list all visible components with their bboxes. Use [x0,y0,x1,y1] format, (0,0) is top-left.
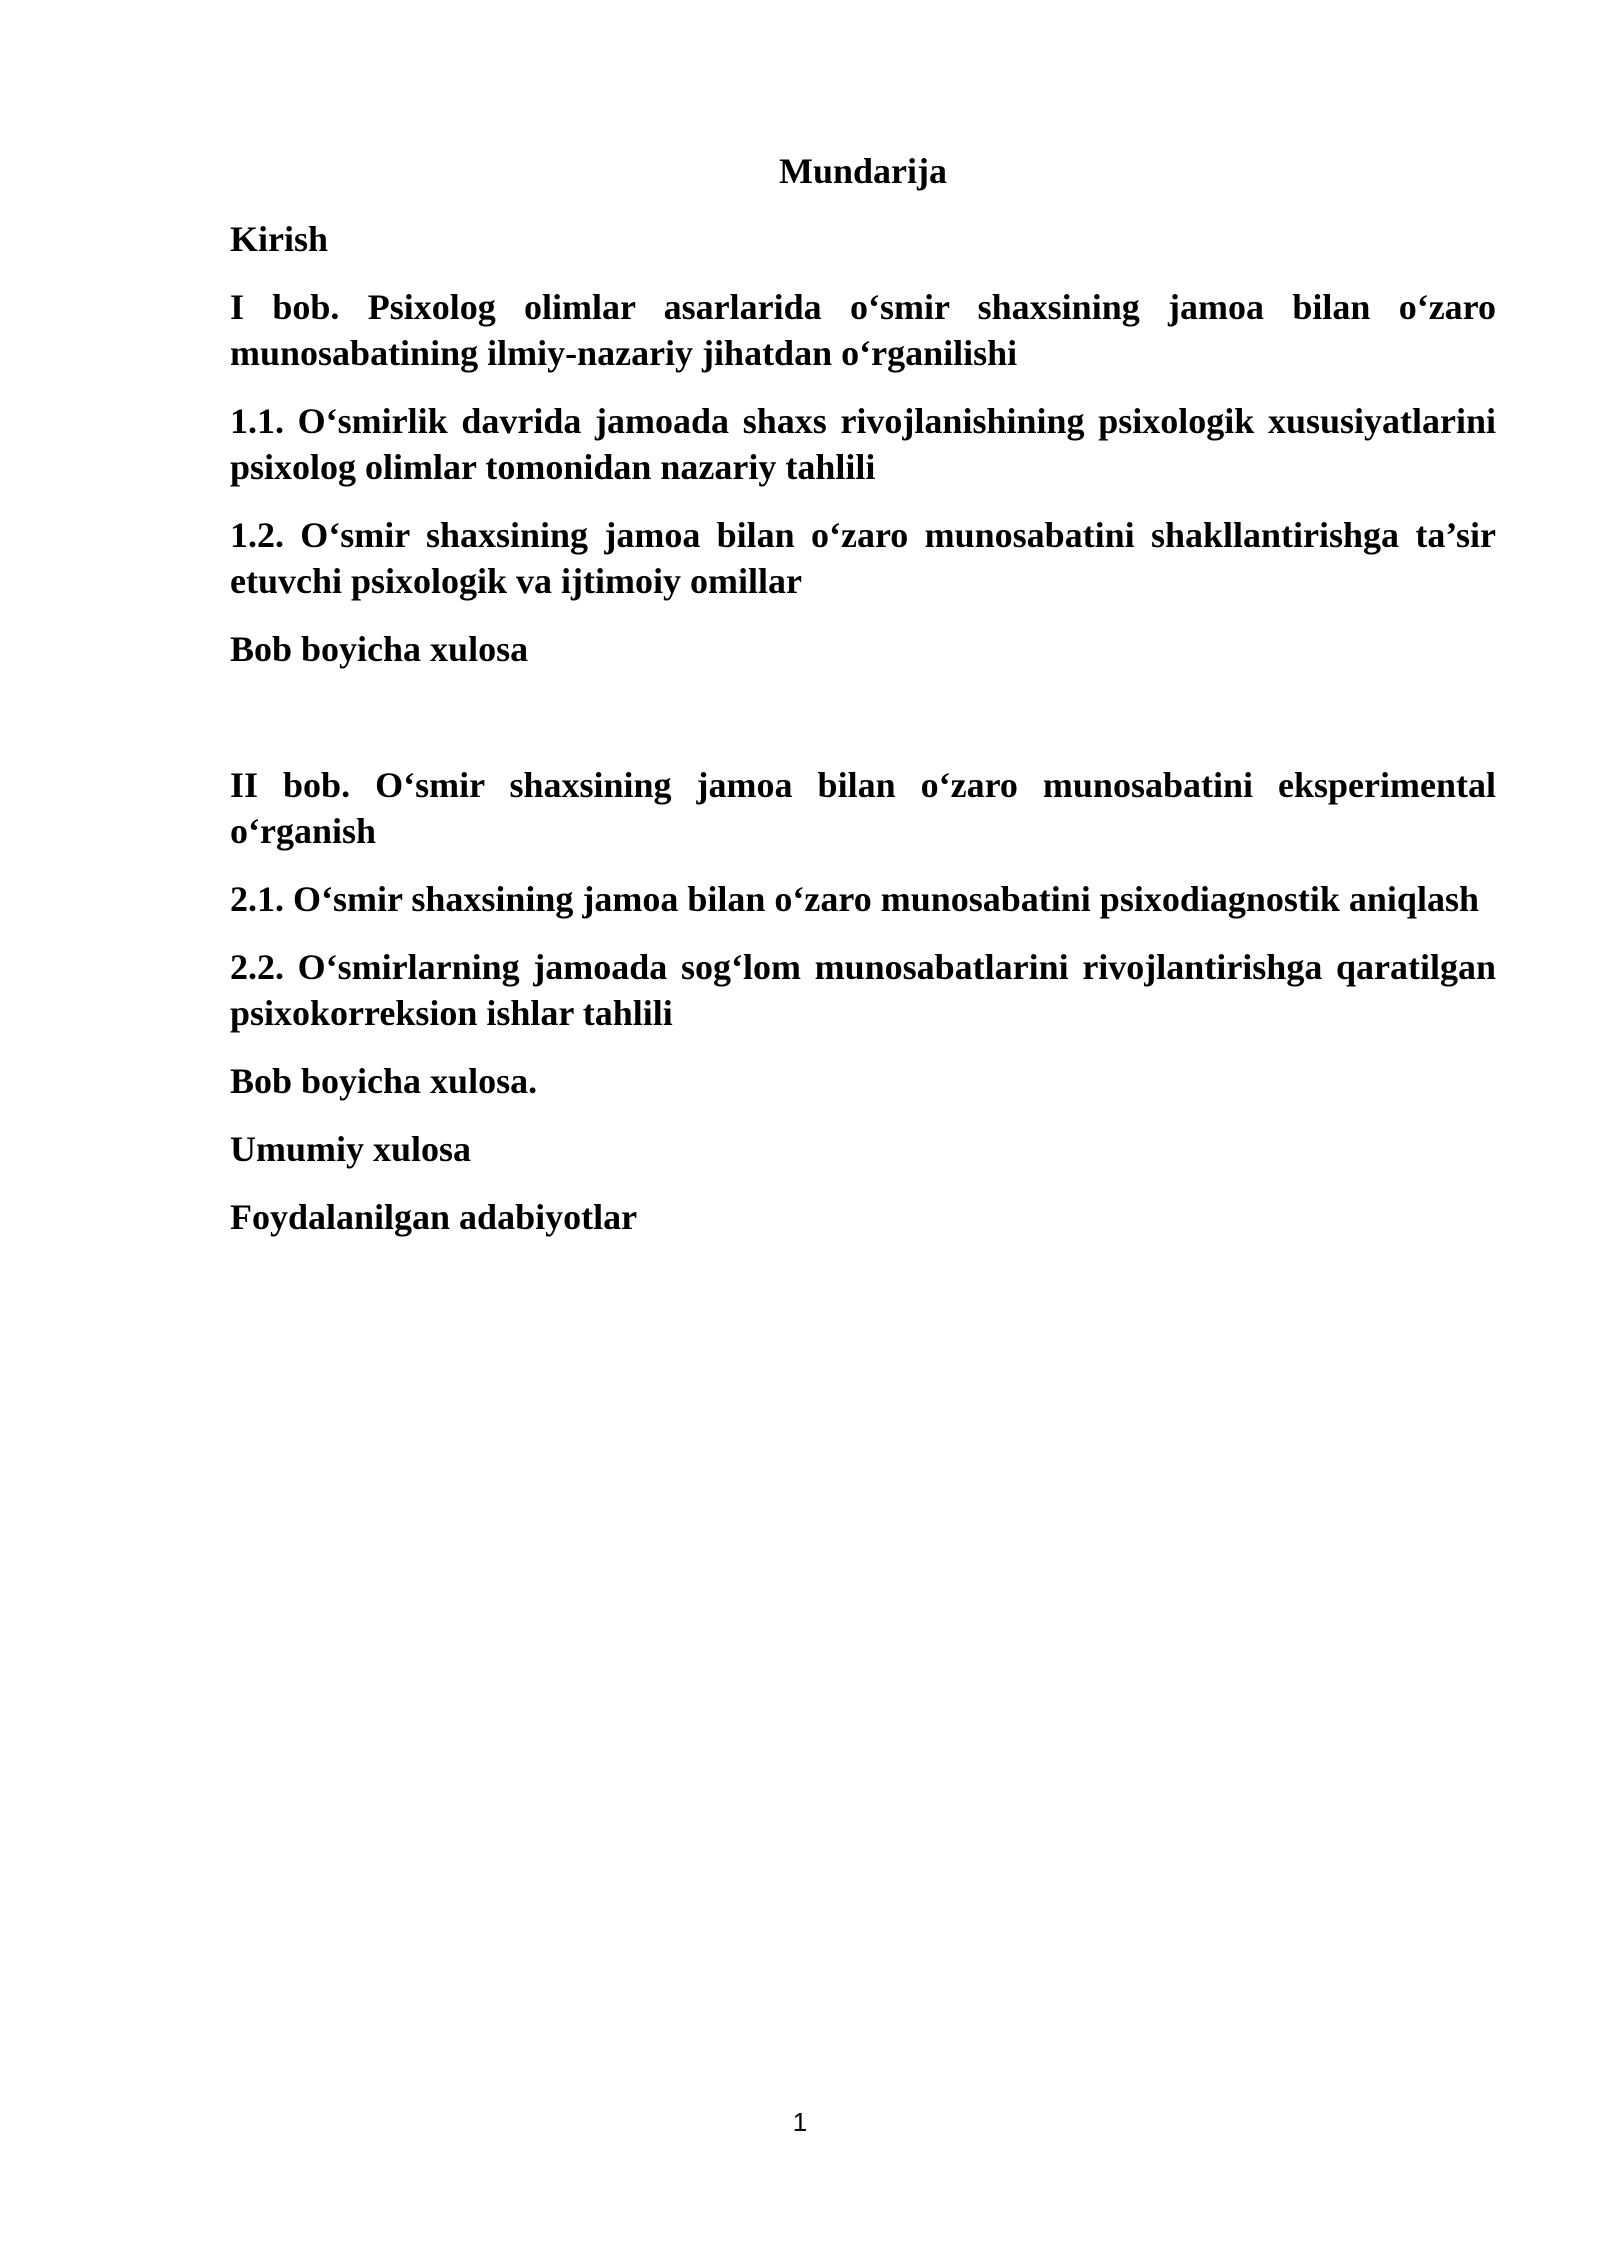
toc-entry-chapter-1-conclusion: Bob boyicha xulosa [230,629,529,669]
toc-entry-chapter-2: II bob. O‘smir shaxsining jamoa bilan o‘zaro munosabatini eksperimental o‘rganish [230,765,1496,851]
page-number: 1 [792,2107,808,2137]
toc-entry-section-1-2: 1.2. O‘smir shaxsining jamoa bilan o‘zaro munosabatini shakllantirishga ta’sir etuvchi psixologik va ijtimoiy omillar [230,515,1496,601]
toc-entry-section-1-1: 1.1. O‘smirlik davrida jamoada shaxs rivojlanishining psixologik xususiyatlarini psixolog olimlar tomonidan nazariy tahlili [230,401,1496,487]
toc-entry-general-conclusion: Umumiy xulosa [230,1129,472,1169]
toc-entry-chapter-1: I bob. Psixolog olimlar asarlarida o‘smir shaxsining jamoa bilan o‘zaro munosabatining ilmiy-nazariy jihatdan o‘rganilishi [230,287,1496,373]
toc-entry-introduction: Kirish [230,219,329,259]
page-title: Mundarija [778,151,947,191]
table-of-contents [230,148,1496,1262]
toc-entry-section-2-2: 2.2. O‘smirlarning jamoada sog‘lom munosabatlarini rivojlantirishga qaratilgan psixokorreksion ishlar tahlili [230,947,1496,1033]
toc-entry-chapter-2-conclusion: Bob boyicha xulosa. [230,1061,538,1101]
toc-entry-section-2-1: 2.1. O‘smir shaxsining jamoa bilan o‘zaro munosabatini psixodiagnostik aniqlash [230,879,1479,919]
toc-entry-references: Foydalanilgan adabiyotlar [230,1197,638,1237]
